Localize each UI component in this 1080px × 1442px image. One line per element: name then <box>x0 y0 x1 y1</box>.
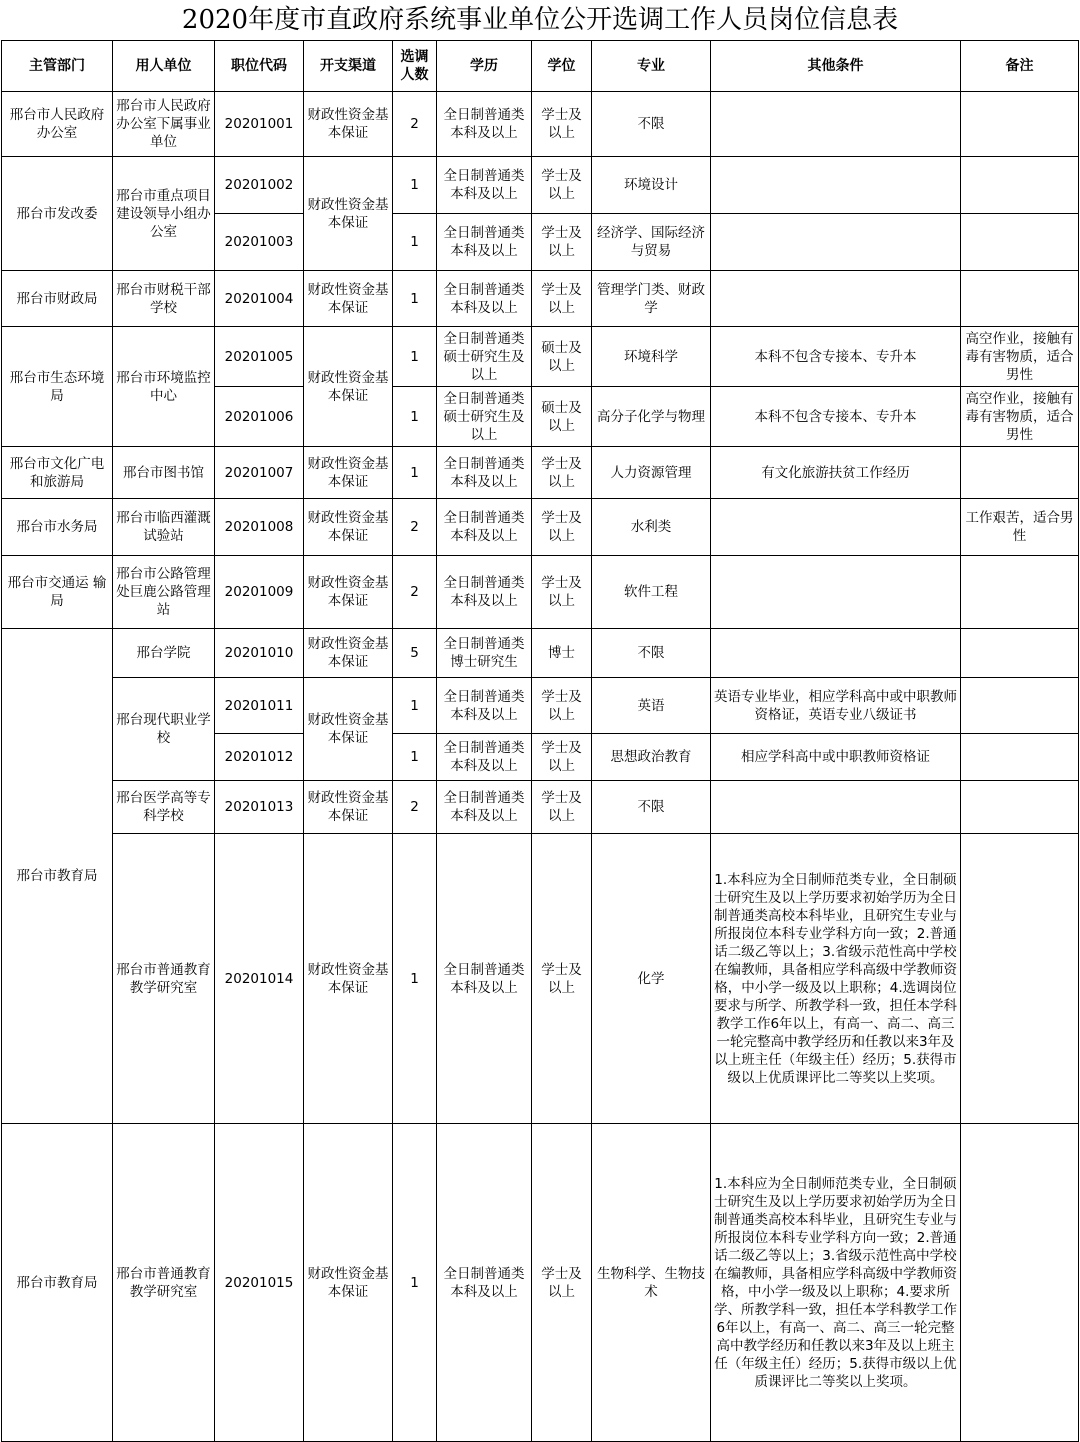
dept-cell: 邢台市人民政府办公室 <box>2 92 113 157</box>
edu-cell: 全日制普通类本科及以上 <box>437 92 532 157</box>
count-cell: 1 <box>393 1124 437 1442</box>
edu-cell: 全日制普通类本科及以上 <box>437 556 532 629</box>
code-cell: 20201010 <box>215 629 304 678</box>
edu-cell: 全日制普通类本科及以上 <box>437 678 532 734</box>
other-cell: 1.本科应为全日制师范类专业，全日制硕士研究生及以上学历要求初始学历为全日制普通类高校本科毕业，且研究生专业与所报岗位本科专业学科方向一致；2.普通话二级乙等以上；3.省级示范性高中学校在编教师，具备相应学科高级中学教师资格，中小学一级及以上职称；4.选调岗位要求与所学、所教学科一致，担任本学科教学工作6年以上，有高一、高二、高三一轮完整高中教学经历和任教以来3年及以上班主任（年级主任）经历；5.获得市级以上优质课评比二等奖以上奖项。 <box>711 834 961 1124</box>
other-cell: 1.本科应为全日制师范类专业，全日制硕士研究生及以上学历要求初始学历为全日制普通类高校本科毕业，且研究生专业与所报岗位本科专业学科方向一致；2.普通话二级乙等以上；3.省级示范性高中学校在编教师，具备相应学科高级中学教师资格，中小学一级及以上职称；4.要求所学、所教学科一致，担任本学科教学工作6年以上，有高一、高二、高三一轮完整高中教学经历和任教以来3年及以上班主任（年级主任）经历；5.获得市级以上优质课评比二等奖以上奖项。 <box>711 1124 961 1442</box>
table-row <box>2 556 1079 629</box>
note-cell <box>961 734 1079 781</box>
header-funding: 开支渠道 <box>304 41 393 92</box>
funding-cell: 财政性资金基本保证 <box>304 271 393 327</box>
count-cell: 1 <box>393 834 437 1124</box>
edu-cell: 全日制普通类本科及以上 <box>437 781 532 834</box>
unit-cell: 邢台市普通教育教学研究室 <box>113 834 215 1124</box>
code-cell: 20201011 <box>215 678 304 734</box>
other-cell: 相应学科高中或中职教师资格证 <box>711 734 961 781</box>
count-cell: 2 <box>393 499 437 556</box>
header-row <box>2 41 1079 92</box>
major-cell: 环境科学 <box>592 327 711 387</box>
dept-cell: 邢台市教育局 <box>2 1124 113 1442</box>
code-cell: 20201007 <box>215 447 304 499</box>
count-cell: 2 <box>393 781 437 834</box>
code-cell: 20201001 <box>215 92 304 157</box>
note-cell <box>961 157 1079 214</box>
major-cell: 不限 <box>592 781 711 834</box>
count-cell: 1 <box>393 734 437 781</box>
note-cell <box>961 678 1079 734</box>
code-cell: 20201003 <box>215 214 304 271</box>
other-cell <box>711 556 961 629</box>
header-degree: 学位 <box>532 41 592 92</box>
code-cell: 20201002 <box>215 157 304 214</box>
edu-cell: 全日制普通类本科及以上 <box>437 499 532 556</box>
table-row <box>2 157 1079 214</box>
major-cell: 英语 <box>592 678 711 734</box>
note-cell: 高空作业，接触有毒有害物质，适合男性 <box>961 387 1079 447</box>
major-cell: 不限 <box>592 629 711 678</box>
edu-cell: 全日制普通类硕士研究生及以上 <box>437 327 532 387</box>
degree-cell: 博士 <box>532 629 592 678</box>
header-note: 备注 <box>961 41 1079 92</box>
degree-cell: 学士及以上 <box>532 447 592 499</box>
degree-cell: 学士及以上 <box>532 781 592 834</box>
unit-cell: 邢台市重点项目建设领导小组办公室 <box>113 157 215 271</box>
table-row <box>2 92 1079 157</box>
table-row <box>2 271 1079 327</box>
code-cell: 20201009 <box>215 556 304 629</box>
header-count: 选调人数 <box>393 41 437 92</box>
table-row <box>2 1124 1079 1442</box>
funding-cell: 财政性资金基本保证 <box>304 499 393 556</box>
degree-cell: 学士及以上 <box>532 834 592 1124</box>
edu-cell: 全日制普通类本科及以上 <box>437 447 532 499</box>
code-cell: 20201004 <box>215 271 304 327</box>
other-cell <box>711 92 961 157</box>
major-cell: 生物科学、生物技术 <box>592 1124 711 1442</box>
note-cell <box>961 556 1079 629</box>
note-cell <box>961 1124 1079 1442</box>
note-cell <box>961 629 1079 678</box>
header-dept: 主管部门 <box>2 41 113 92</box>
other-cell <box>711 629 961 678</box>
count-cell: 1 <box>393 327 437 387</box>
page-title: 2020年度市直政府系统事业单位公开选调工作人员岗位信息表 <box>181 5 899 35</box>
degree-cell: 学士及以上 <box>532 556 592 629</box>
major-cell: 思想政治教育 <box>592 734 711 781</box>
other-cell: 有文化旅游扶贫工作经历 <box>711 447 961 499</box>
major-cell: 软件工程 <box>592 556 711 629</box>
code-cell: 20201014 <box>215 834 304 1124</box>
major-cell: 管理学门类、财政学 <box>592 271 711 327</box>
funding-cell: 财政性资金基本保证 <box>304 447 393 499</box>
unit-cell: 邢台市临西灌溉试验站 <box>113 499 215 556</box>
unit-cell: 邢台市人民政府办公室下属事业单位 <box>113 92 215 157</box>
header-edu: 学历 <box>437 41 532 92</box>
dept-cell: 邢台市交通运 输局 <box>2 556 113 629</box>
major-cell: 高分子化学与物理 <box>592 387 711 447</box>
code-cell: 20201006 <box>215 387 304 447</box>
header-code: 职位代码 <box>215 41 304 92</box>
other-cell: 本科不包含专接本、专升本 <box>711 387 961 447</box>
other-cell: 英语专业毕业，相应学科高中或中职教师资格证，英语专业八级证书 <box>711 678 961 734</box>
unit-cell: 邢台市环境监控中心 <box>113 327 215 447</box>
major-cell: 不限 <box>592 92 711 157</box>
edu-cell: 全日制普通类本科及以上 <box>437 157 532 214</box>
dept-cell: 邢台市财政局 <box>2 271 113 327</box>
note-cell <box>961 214 1079 271</box>
edu-cell: 全日制普通类本科及以上 <box>437 1124 532 1442</box>
other-cell <box>711 157 961 214</box>
table-row <box>2 447 1079 499</box>
table-row <box>2 678 1079 734</box>
unit-cell: 邢台市普通教育教学研究室 <box>113 1124 215 1442</box>
table-row <box>2 327 1079 387</box>
edu-cell: 全日制普通类本科及以上 <box>437 214 532 271</box>
note-cell <box>961 92 1079 157</box>
unit-cell: 邢台现代职业学校 <box>113 678 215 781</box>
degree-cell: 学士及以上 <box>532 271 592 327</box>
edu-cell: 全日制普通类本科及以上 <box>437 271 532 327</box>
degree-cell: 学士及以上 <box>532 214 592 271</box>
edu-cell: 全日制普通类博士研究生 <box>437 629 532 678</box>
count-cell: 1 <box>393 447 437 499</box>
other-cell: 本科不包含专接本、专升本 <box>711 327 961 387</box>
other-cell <box>711 271 961 327</box>
count-cell: 1 <box>393 678 437 734</box>
dept-cell: 邢台市文化广电和旅游局 <box>2 447 113 499</box>
note-cell <box>961 271 1079 327</box>
table-row <box>2 629 1079 678</box>
note-cell: 工作艰苦，适合男性 <box>961 499 1079 556</box>
dept-cell: 邢台市水务局 <box>2 499 113 556</box>
position-table <box>1 40 1079 1442</box>
code-cell: 20201008 <box>215 499 304 556</box>
other-cell <box>711 214 961 271</box>
major-cell: 水利类 <box>592 499 711 556</box>
code-cell: 20201015 <box>215 1124 304 1442</box>
count-cell: 1 <box>393 214 437 271</box>
funding-cell: 财政性资金基本保证 <box>304 781 393 834</box>
degree-cell: 学士及以上 <box>532 678 592 734</box>
unit-cell: 邢台市图书馆 <box>113 447 215 499</box>
unit-cell: 邢台学院 <box>113 629 215 678</box>
note-cell: 高空作业，接触有毒有害物质，适合男性 <box>961 327 1079 387</box>
funding-cell: 财政性资金基本保证 <box>304 834 393 1124</box>
funding-cell: 财政性资金基本保证 <box>304 678 393 781</box>
code-cell: 20201005 <box>215 327 304 387</box>
edu-cell: 全日制普通类本科及以上 <box>437 834 532 1124</box>
note-cell <box>961 447 1079 499</box>
count-cell: 1 <box>393 387 437 447</box>
count-cell: 1 <box>393 271 437 327</box>
count-cell: 1 <box>393 157 437 214</box>
unit-cell: 邢台市财税干部学校 <box>113 271 215 327</box>
major-cell: 化学 <box>592 834 711 1124</box>
degree-cell: 硕士及以上 <box>532 327 592 387</box>
dept-cell: 邢台市教育局 <box>2 629 113 1124</box>
edu-cell: 全日制普通类本科及以上 <box>437 734 532 781</box>
other-cell <box>711 499 961 556</box>
funding-cell: 财政性资金基本保证 <box>304 92 393 157</box>
header-unit: 用人单位 <box>113 41 215 92</box>
table-row <box>2 499 1079 556</box>
dept-cell: 邢台市发改委 <box>2 157 113 271</box>
header-major: 专业 <box>592 41 711 92</box>
funding-cell: 财政性资金基本保证 <box>304 327 393 447</box>
degree-cell: 硕士及以上 <box>532 387 592 447</box>
degree-cell: 学士及以上 <box>532 157 592 214</box>
count-cell: 2 <box>393 556 437 629</box>
code-cell: 20201013 <box>215 781 304 834</box>
funding-cell: 财政性资金基本保证 <box>304 629 393 678</box>
funding-cell: 财政性资金基本保证 <box>304 157 393 271</box>
dept-cell: 邢台市生态环境局 <box>2 327 113 447</box>
major-cell: 经济学、国际经济与贸易 <box>592 214 711 271</box>
unit-cell: 邢台医学高等专科学校 <box>113 781 215 834</box>
count-cell: 2 <box>393 92 437 157</box>
funding-cell: 财政性资金基本保证 <box>304 556 393 629</box>
header-other: 其他条件 <box>711 41 961 92</box>
table-row <box>2 834 1079 1124</box>
note-cell <box>961 781 1079 834</box>
degree-cell: 学士及以上 <box>532 499 592 556</box>
other-cell <box>711 781 961 834</box>
unit-cell: 邢台市公路管理处巨鹿公路管理站 <box>113 556 215 629</box>
code-cell: 20201012 <box>215 734 304 781</box>
major-cell: 人力资源管理 <box>592 447 711 499</box>
degree-cell: 学士及以上 <box>532 734 592 781</box>
count-cell: 5 <box>393 629 437 678</box>
table-row <box>2 781 1079 834</box>
degree-cell: 学士及以上 <box>532 1124 592 1442</box>
degree-cell: 学士及以上 <box>532 92 592 157</box>
note-cell <box>961 834 1079 1124</box>
major-cell: 环境设计 <box>592 157 711 214</box>
funding-cell: 财政性资金基本保证 <box>304 1124 393 1442</box>
edu-cell: 全日制普通类硕士研究生及以上 <box>437 387 532 447</box>
